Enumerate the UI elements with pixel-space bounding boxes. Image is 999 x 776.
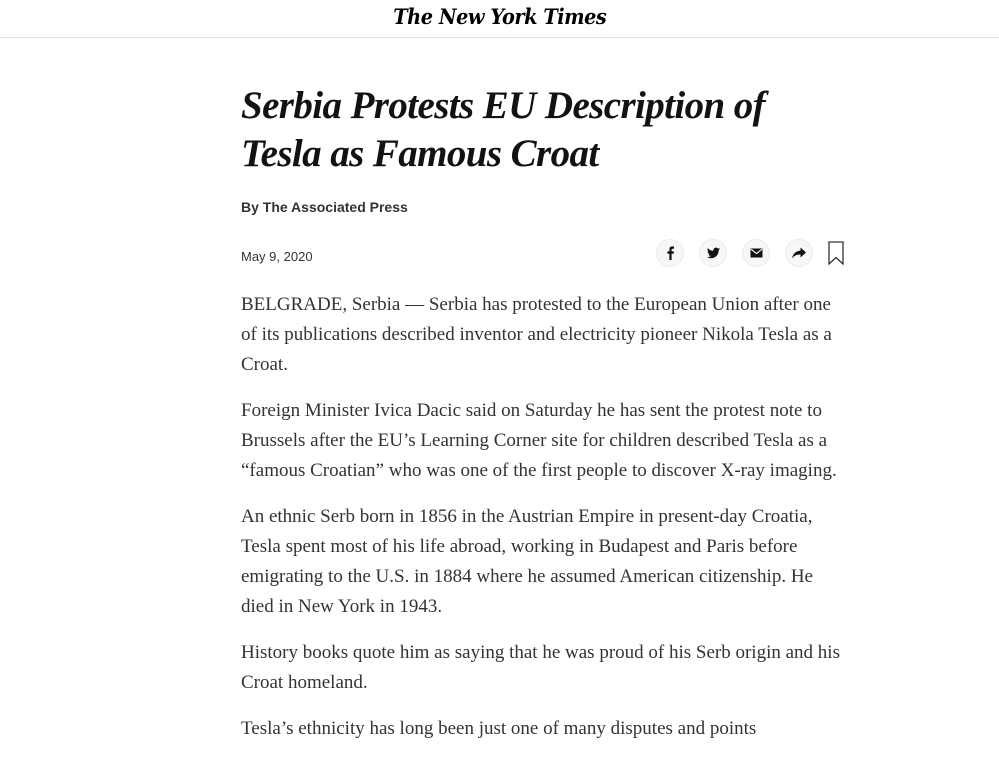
share-icon: [792, 247, 806, 259]
article: [241, 82, 846, 760]
publish-date: May 9, 2020: [241, 249, 313, 264]
headline: Serbia Protests EU Description of Tesla as Famous Croat: [241, 84, 766, 175]
email-icon: [750, 248, 763, 258]
article-paragraph: An ethnic Serb born in 1856 in the Austrian Empire in present-day Croatia, Tesla spent most of his life abroad, working in Budapest and Paris before emigrating to the U.S. in 1884 where he assumed American citizenship. He died in New York in 1943.: [241, 506, 813, 617]
article-paragraph: History books quote him as saying that he was proud of his Serb origin and his Croat homeland.: [241, 642, 840, 693]
facebook-icon: [664, 246, 676, 260]
article-paragraph: BELGRADE, Serbia — Serbia has protested to the European Union after one of its publications described inventor and electricity pioneer Nikola Tesla as a Croat.: [241, 294, 832, 375]
article-paragraph: Tesla’s ethnicity has long been just one of many disputes and points: [241, 718, 757, 739]
byline: By The Associated Press: [241, 199, 408, 215]
more-share-button[interactable]: [785, 239, 813, 267]
article-body: [241, 290, 846, 744]
email-share-button[interactable]: [742, 239, 770, 267]
article-paragraph: Foreign Minister Ivica Dacic said on Saturday he has sent the protest note to Brussels after the EU’s Learning Corner site for children described Tesla as a “famous Croatian” who was one of the first people to discover X-ray imaging.: [241, 400, 837, 481]
meta-row: [241, 239, 846, 269]
twitter-share-button[interactable]: [699, 239, 727, 267]
bookmark-icon: [828, 241, 844, 265]
save-article-button[interactable]: [826, 239, 846, 267]
facebook-share-button[interactable]: [656, 239, 684, 267]
share-tools: [641, 239, 846, 267]
nyt-logo[interactable]: The New York Times: [392, 4, 607, 29]
twitter-icon: [707, 247, 720, 259]
masthead: [0, 0, 999, 38]
